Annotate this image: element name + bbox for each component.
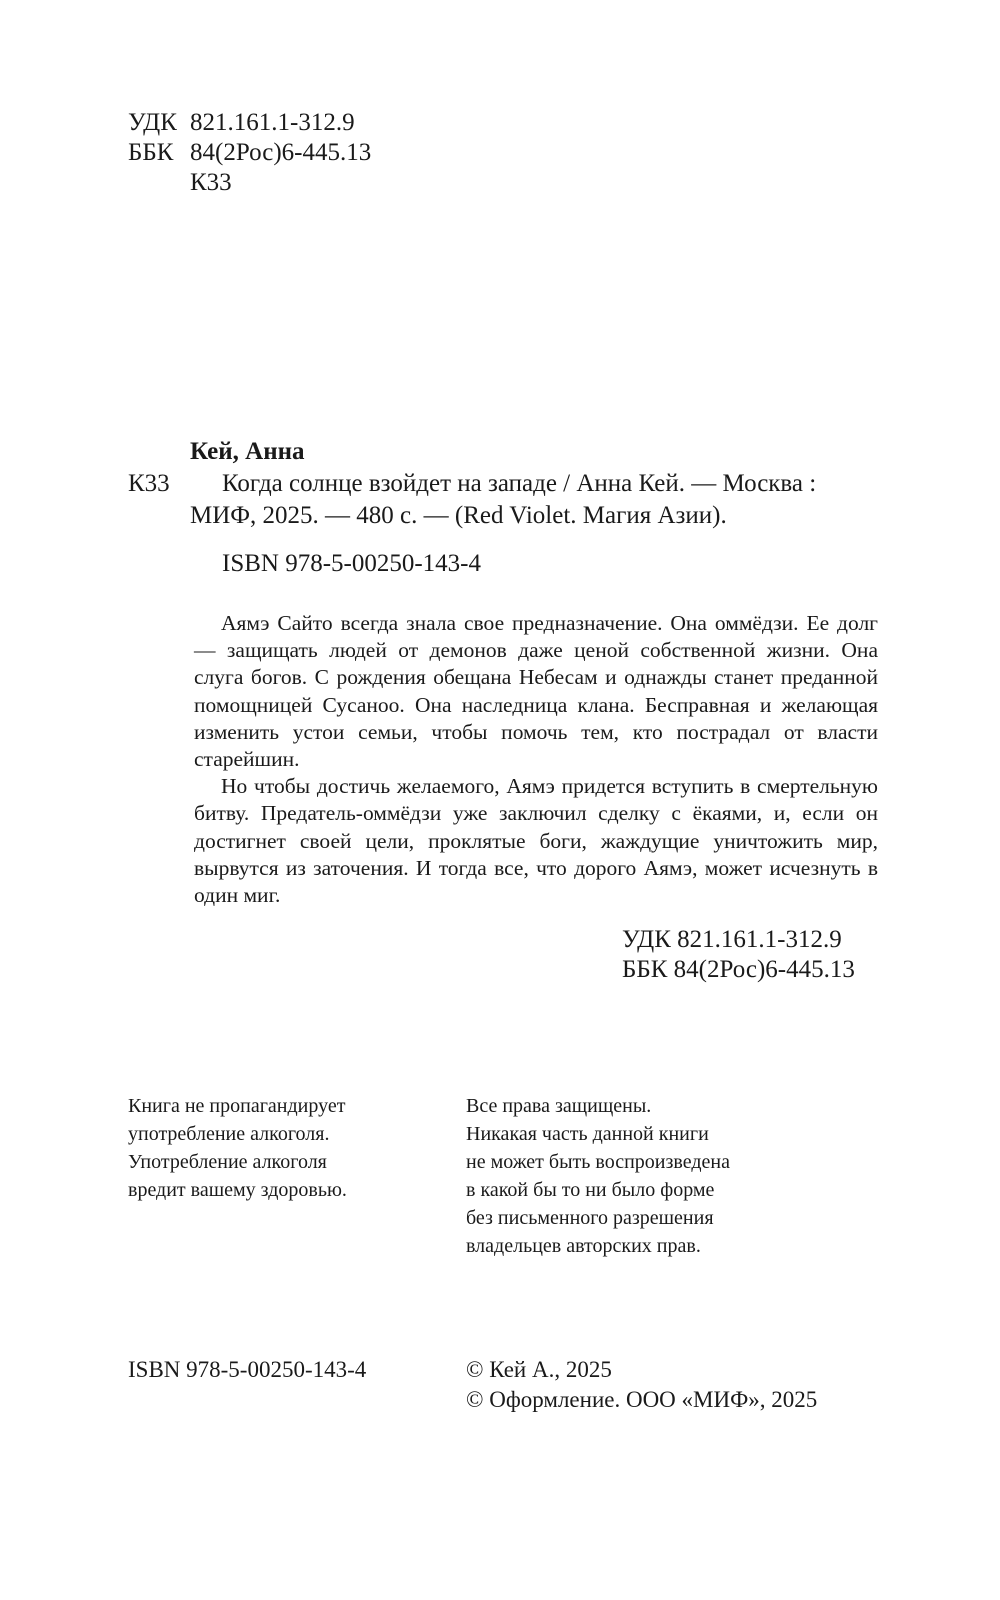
alcohol-notice-line: вредит вашему здоровью. [128, 1179, 347, 1201]
bbk-bottom: ББК 84(2Рос)6-445.13 [622, 956, 855, 983]
rights-notice-line: в какой бы то ни было форме [466, 1179, 715, 1201]
rights-notice-line: владельцев авторских прав. [466, 1235, 701, 1257]
copyright-author: © Кей А., 2025 [466, 1357, 612, 1382]
rights-notice-line: Никакая часть данной книги [466, 1123, 709, 1145]
udk-bottom: УДК 821.161.1-312.9 [622, 926, 842, 953]
bbk-value: 84(2Рос)6-445.13 [190, 139, 372, 166]
udk-value: 821.161.1-312.9 [190, 109, 355, 136]
rights-notice-line: не может быть воспроизведена [466, 1151, 730, 1173]
rights-notice-line: без письменного разрешения [466, 1207, 714, 1229]
rights-notice-line: Все права защищены. [466, 1095, 652, 1117]
author-heading: Кей, Анна [190, 438, 305, 465]
udk-line [128, 108, 355, 138]
copyright-design: © Оформление. ООО «МИФ», 2025 [466, 1387, 818, 1412]
annotation [194, 610, 878, 909]
footer-isbn: ISBN 978-5-00250-143-4 [128, 1357, 367, 1382]
title-line-1: Когда солнце взойдет на западе / Анна Кей. — Москва : [222, 470, 817, 497]
alcohol-notice [128, 1092, 347, 1204]
alcohol-notice-line: употребление алкоголя. [128, 1123, 330, 1145]
author-mark-top: К33 [190, 169, 232, 196]
bbk-label: ББК [128, 139, 174, 166]
alcohol-notice-line: Книга не пропагандирует [128, 1095, 346, 1117]
annotation-paragraph-1: Аямэ Сайто всегда знала свое предназначение. Она оммёдзи. Ее долг — защищать людей от демонов даже ценой собственной жизни. Она слуга богов. С рождения обещана Небесам и однажды станет преданной помощницей Сусаноо. Она наследница клана. Бесправная и желающая изменить устои семьи, чтобы помочь тем, кто пострадал от власти старейшин. [194, 611, 878, 772]
annotation-paragraph-2: Но чтобы достичь желаемого, Аямэ придется вступить в смертельную битву. Предатель-оммёдзи уже заключил сделку с ёкаями, и, если он достигнет своей цели, проклятые боги, жаждущие уничтожить мир, вырвутся из заточения. И тогда все, что дорого Аямэ, может исчезнуть в один миг. [194, 774, 878, 908]
bbk-line [128, 138, 371, 168]
alcohol-notice-line: Употребление алкоголя [128, 1151, 327, 1173]
title-line-2: МИФ, 2025. — 480 с. — (Red Violet. Магия Азии). [190, 502, 727, 529]
udk-label: УДК [128, 109, 177, 136]
rights-notice [466, 1092, 730, 1260]
author-mark-left: К33 [128, 470, 170, 497]
record-isbn: ISBN 978-5-00250-143-4 [222, 550, 482, 577]
